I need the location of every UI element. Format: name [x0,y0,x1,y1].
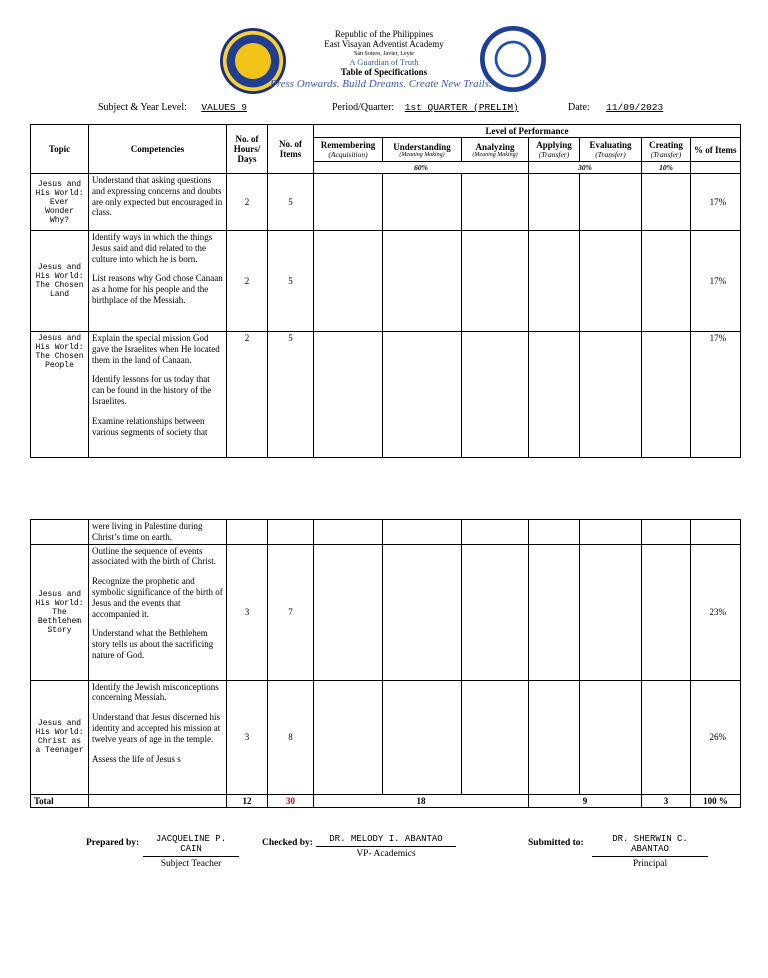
total-hours: 12 [227,794,268,807]
items-cell: 5 [268,231,314,332]
header-motto: Press Onwards. Build Dreams. Create New Trails. [270,78,492,90]
prepared-signature: JACQUELINE P. CAIN Subject Teacher [143,834,239,869]
tos-table-part1 [30,124,741,458]
header-competencies: Competencies [89,125,227,174]
submitted-label: Submitted to: [528,838,584,848]
items-cell: 5 [268,332,314,458]
items-cell: 8 [268,680,314,794]
total-transfer: 9 [529,794,642,807]
competency-cell: Understand that asking questions and expressing concerns and doubts are only expected but encouraged in class. [89,174,227,231]
total-row [31,794,741,807]
period-field [332,102,527,113]
checked-label: Checked by: [262,838,313,848]
percent-cell: 17% [691,231,741,332]
pct-transfer: 30% [529,162,642,174]
competency-cell: were living in Palestine during Christ’s time on earth. [89,520,227,545]
percent-cell: 26% [691,680,741,794]
subject-field [98,102,259,113]
date-field [568,102,677,113]
table-row [31,544,741,680]
period-label: Period/Quarter: [332,102,395,113]
header-understanding: Understanding (Meaning Making) [383,138,462,162]
subject-value: VALUES 9 [201,102,247,113]
header-analyzing: Analyzing (Meaning Making) [462,138,529,162]
header-percent: % of Items [691,138,741,162]
header-hours: No. of Hours/ Days [227,125,268,174]
header-items: No. of Items [268,125,314,174]
header-address: San Sotero, Javier, Leyte [354,51,414,57]
competency-cell: Explain the special mission God gave the Israelites when He located them in the land of Canaan. Identify lessons for us today that can be found in the history of the Israelites. Examine relationships between various segments of society that [89,332,227,458]
header-tagline: A Guardian of Truth [349,57,419,67]
table-row [31,174,741,231]
header-applying: Applying (Transfer) [529,138,580,162]
hours-cell: 2 [227,174,268,231]
hours-cell: 3 [227,544,268,680]
pct-acquisition-meaning: 60% [314,162,529,174]
topic-cell: Jesus and His World: The Chosen Land [31,231,89,332]
header-topic: Topic [31,125,89,174]
items-cell: 7 [268,544,314,680]
checked-signature: DR. MELODY I. ABANTAO VP- Academics [316,834,456,859]
prepared-label: Prepared by: [86,838,140,848]
table-row [31,680,741,794]
table-row [31,520,741,545]
percent-cell: 17% [691,332,741,458]
percent-cell: 23% [691,544,741,680]
total-percent: 100 % [691,794,741,807]
topic-cell: Jesus and His World: The Bethlehem Story [31,544,89,680]
topic-cell: Jesus and His World: Christ as a Teenager [31,680,89,794]
period-value: 1st QUARTER (PRELIM) [404,102,519,113]
date-label: Date: [568,102,590,113]
competency-cell: Identify the Jewish misconceptions concerning Messiah. Understand that Jesus discerned his identity and accepted his mission at twelve years of age in the temple. Assess the life of Jesus s [89,680,227,794]
competency-cell: Identify ways in which the things Jesus said and did related to the culture into which he is born. List reasons why God chose Canaan as a home for his people and the birthplace of the Messiah. [89,231,227,332]
topic-cell: Jesus and His World: The Chosen People [31,332,89,458]
subject-label: Subject & Year Level: [98,102,187,113]
table-row [31,231,741,332]
total-acquisition-meaning: 18 [314,794,529,807]
date-value: 11/09/2023 [606,102,664,113]
total-label: Total [31,794,89,807]
header-remembering: Remembering (Acquisition) [314,138,383,162]
topic-cell: Jesus and His World: Ever Wonder Why? [31,174,89,231]
table-row [31,332,741,458]
percent-cell: 17% [691,174,741,231]
header-evaluating: Evaluating (Transfer) [580,138,642,162]
hours-cell: 3 [227,680,268,794]
header-school: East Visayan Adventist Academy [324,39,444,49]
header-level-performance: Level of Performance [314,125,741,138]
header-creating: Creating (Transfer) [642,138,691,162]
hours-cell: 2 [227,332,268,458]
competency-cell: Outline the sequence of events associated with the birth of Christ. Recognize the prophetic and symbolic significance of the birth of Jesus and the events that accompanied it. Understand what the Bethlehem story tells us about the sacrificing nature of God. [89,544,227,680]
tos-table-part2 [30,519,741,808]
items-cell: 5 [268,174,314,231]
submitted-signature: DR. SHERWIN C. ABANTAO Principal [592,834,708,869]
header-republic: Republic of the Philippines [334,29,434,39]
total-creating: 3 [642,794,691,807]
pct-empty [691,162,741,174]
pct-creating: 10% [642,162,691,174]
total-items: 30 [268,794,314,807]
hours-cell: 2 [227,231,268,332]
header-doc-title: Table of Specifications [340,67,428,77]
